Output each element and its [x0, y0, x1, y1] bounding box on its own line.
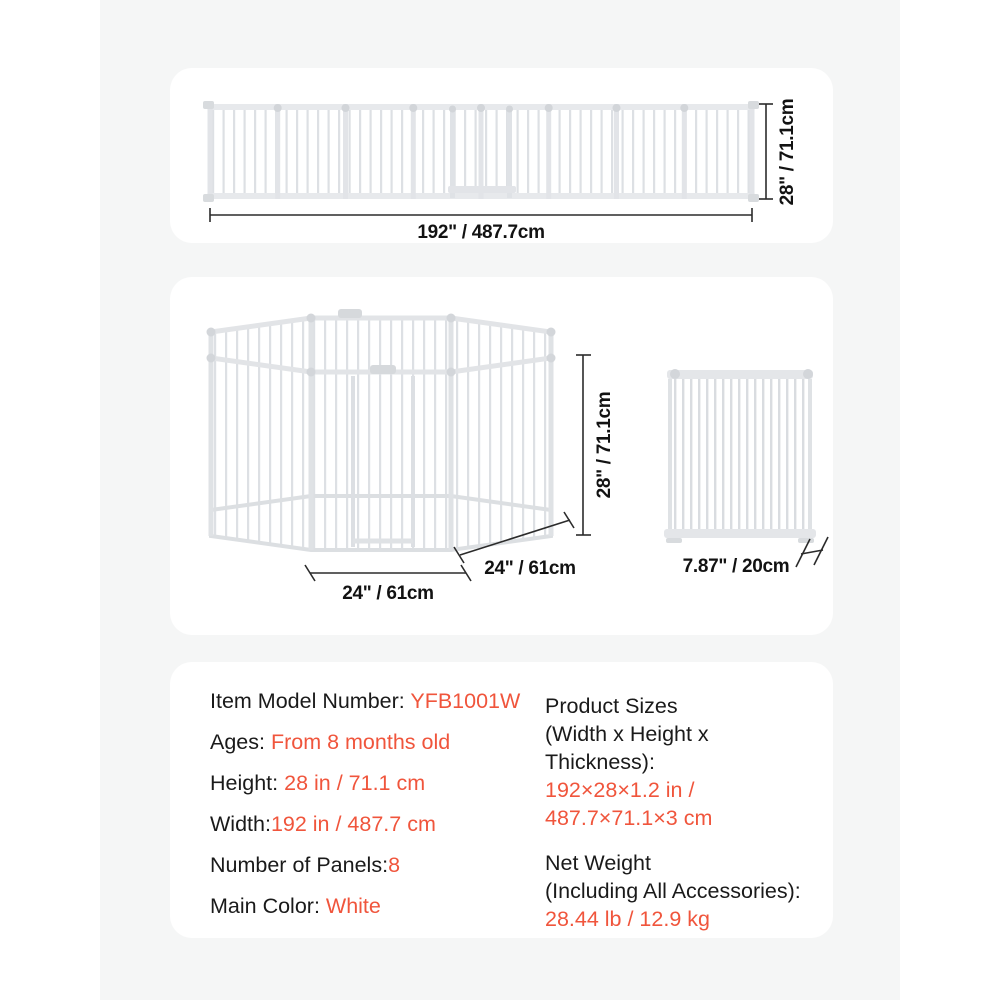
gate-fence	[203, 101, 759, 202]
product-sizes-value-cm: 487.7×71.1×3 cm	[545, 806, 713, 830]
extended-gate-illustration	[170, 68, 833, 243]
spec-row-height	[210, 772, 545, 794]
spec-column-right	[545, 690, 813, 933]
spec-label: Width:	[210, 812, 271, 836]
spec-label: Height:	[210, 771, 285, 795]
spec-row-panels	[210, 854, 545, 876]
spec-label: Item Model Number:	[210, 689, 411, 713]
spec-list	[210, 690, 813, 933]
spec-value: 28 in / 71.1 cm	[284, 771, 426, 795]
spec-row-width	[210, 813, 545, 835]
playpen-octagon	[207, 309, 556, 550]
spec-column-left	[210, 690, 545, 933]
playpen-front-width-dimension	[305, 565, 471, 604]
spec-row-model	[210, 690, 545, 712]
playpen-illustration	[170, 277, 833, 635]
spec-value: 192 in / 487.7 cm	[270, 812, 436, 836]
product-sizes-value-in: 192×28×1.2 in /	[545, 778, 695, 802]
spec-label: Ages:	[210, 730, 271, 754]
spec-row-color	[210, 895, 545, 917]
spec-value: YFB1001W	[410, 689, 521, 713]
gate-width-dimension	[210, 208, 752, 243]
net-weight-subtitle: (Including All Accessories):	[545, 879, 801, 903]
gate-height-dimension	[759, 99, 798, 206]
folded-bottom-rail	[664, 529, 816, 538]
spec-block-weight	[545, 849, 813, 933]
spec-value: 8	[388, 853, 401, 877]
spec-block-sizes	[545, 692, 813, 832]
playpen-front-width-label: 24" / 61cm	[342, 583, 434, 604]
spec-value: White	[325, 894, 381, 918]
net-weight-title: Net Weight	[545, 851, 651, 875]
card-specs	[170, 662, 833, 938]
card-playpen	[170, 277, 833, 635]
product-sizes-title: Product Sizes	[545, 694, 678, 718]
gate-width-label: 192" / 487.7cm	[417, 222, 545, 243]
spec-value: From 8 months old	[270, 730, 451, 754]
playpen-side-depth-label: 24" / 61cm	[484, 558, 576, 579]
folded-thickness-label: 7.87" / 20cm	[682, 556, 790, 577]
playpen-height-dimension	[576, 355, 615, 535]
folded-panel-illustration	[664, 369, 816, 543]
folded-top-rail	[667, 370, 813, 379]
spec-row-ages	[210, 731, 545, 753]
spec-label: Number of Panels:	[210, 853, 389, 877]
net-weight-value: 28.44 lb / 12.9 kg	[545, 907, 710, 931]
spec-label: Main Color:	[210, 894, 326, 918]
content-band	[100, 0, 900, 1000]
gate-height-label: 28" / 71.1cm	[777, 98, 798, 206]
playpen-latch	[338, 309, 362, 318]
playpen-height-label: 28" / 71.1cm	[594, 391, 615, 499]
card-extended-gate	[170, 68, 833, 243]
product-sizes-subtitle: (Width x Height x Thickness):	[545, 722, 709, 774]
